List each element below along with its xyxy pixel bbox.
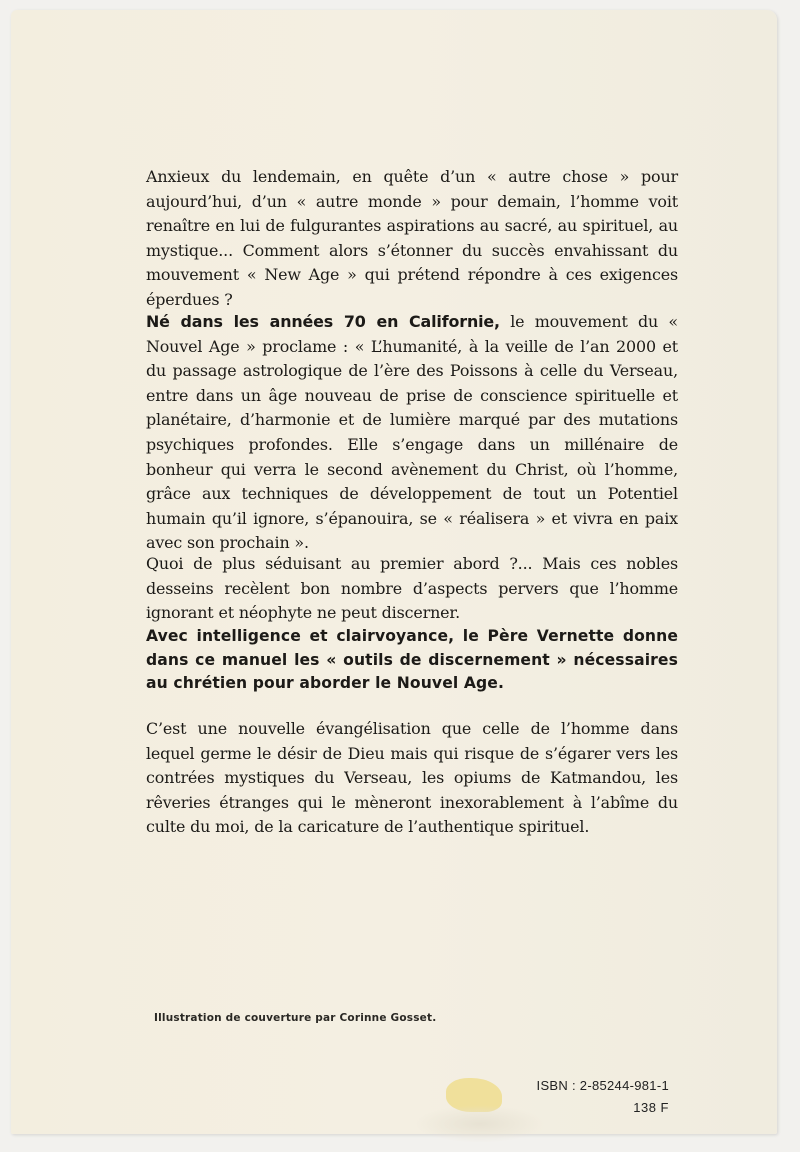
blurb-paragraph-2-rest: le mouvement du « Nouvel Age » proclame : « L’humanité, à la veille de l’an 2000 et du passage astrologique de l’ère des Poissons à celle du Verseau, entre dans un âge nouveau de prise de conscience spirituelle et planétaire, d’harmonie et de lumière marqué par des mutations psychiques profondes. Elle s’engage dans un millénaire de bonheur qui verra le second avènement du Christ, où l’homme, grâce aux techniques de développement de tout un Potentiel humain qu’il ignore, s’épanouira, se « réalisera » et vivra en paix avec son prochain ». [146,312,678,553]
book-back-cover [11,10,777,1134]
blurb-paragraph-1: Anxieux du lendemain, en quête d’un « autre chose » pour aujourd’hui, d’un « autre monde » pour demain, l’homme voit renaître en lui de fulgurantes aspirations au sacré, au spirituel, au mystique... Comment alors s’étonner du succès envahissant du mouvement « New Age » qui prétend répondre à ces exigences éperdues ? [146,167,678,309]
blurb-paragraph-2 [146,310,678,556]
blurb-paragraph-3: Quoi de plus séduisant au premier abord ?... Mais ces nobles desseins recèlent bon nombre d’aspects pervers que l’homme ignorant et néophyte ne peut discerner. [146,554,678,623]
blurb-paragraph-5: C’est une nouvelle évangélisation que celle de l’homme dans lequel germe le désir de Dieu mais qui risque de s’égarer vers les contrées mystiques du Verseau, les opiums de Katmandou, les rêveries étranges qui le mèneront inexorablement à l’abîme du culte du moi, de la caricature de l’authentique spirituel. [146,719,678,837]
blurb-paragraph-2-lead: Né dans les années 70 en Californie, [146,312,500,331]
isbn-label: ISBN : 2-85244-981-1 [536,1078,669,1093]
illustration-credit: Illustration de couverture par Corinne Gosset. [154,1012,437,1024]
price-label: 138 F [633,1100,669,1115]
blurb-highlight-paragraph: Avec intelligence et clairvoyance, le Père Vernette donne dans ce manuel les « outils de discernement » nécessaires au chrétien pour aborder le Nouvel Age. [146,627,678,692]
paper-scuff [415,1105,545,1143]
